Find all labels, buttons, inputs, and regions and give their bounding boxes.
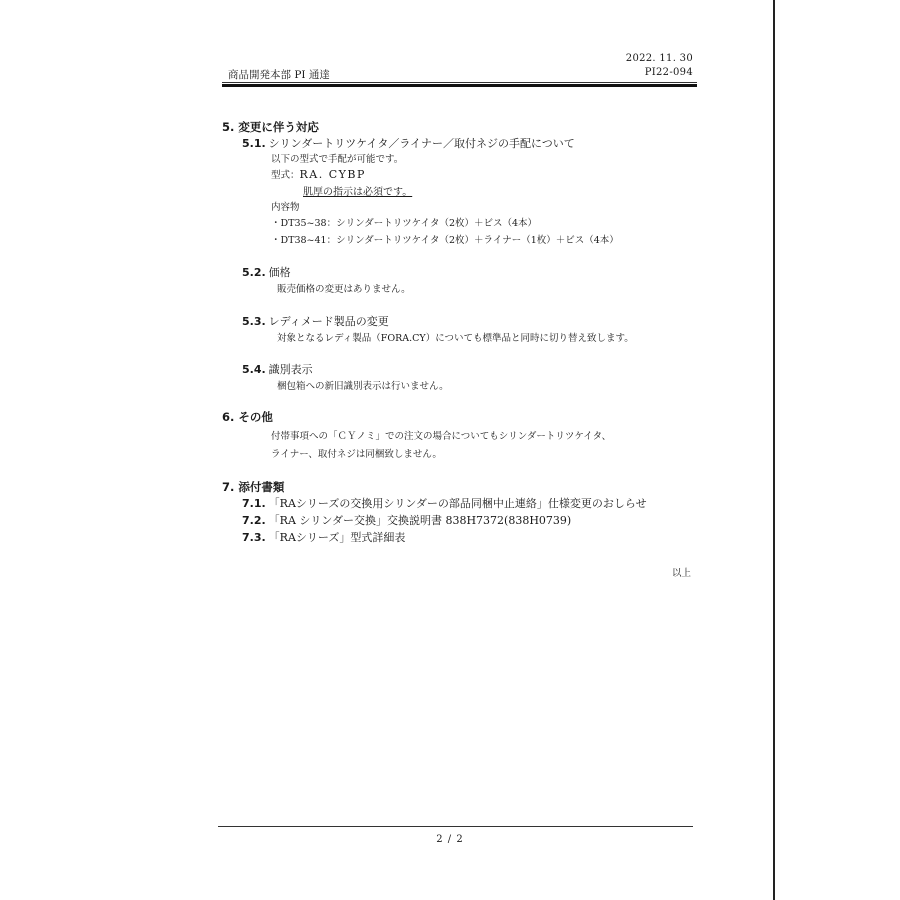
document-date: 2022. 11. 30 xyxy=(625,53,693,64)
model-line xyxy=(271,167,366,181)
model-value: RA. CYBP xyxy=(299,168,366,181)
section-number: 5.4. xyxy=(242,363,266,376)
section-6-heading: 6. その他 xyxy=(222,410,273,424)
section-number: 5.3. xyxy=(242,315,266,328)
attachment-number: 7.2. xyxy=(242,514,266,527)
model-label: 型式： xyxy=(271,170,300,181)
section-5-3-text: 対象となるレディ製品（FORA.CY）についても標準品と同時に切り替え致します。 xyxy=(277,333,634,344)
section-5-4-text: 梱包箱への新旧識別表示は行いません。 xyxy=(277,381,449,392)
header-rule-thin xyxy=(222,82,697,83)
department-title: 商品開発本部 PI 通達 xyxy=(228,69,330,81)
attachment-text: 「RAシリーズ」型式詳細表 xyxy=(268,531,406,544)
section-title: レディメード製品の変更 xyxy=(268,315,389,328)
section-5-3-heading xyxy=(242,313,389,329)
section-5-1-text: 以下の型式で手配が可能です。 xyxy=(271,154,404,165)
contents-item: ・DT35~38：シリンダートリツケイタ（2枚）＋ビス（4本） xyxy=(271,218,538,229)
contents-item: ・DT38~41：シリンダートリツケイタ（2枚）＋ライナー（1枚）＋ビス（4本） xyxy=(271,235,619,246)
section-title: 識別表示 xyxy=(268,363,313,376)
attachment-number: 7.1. xyxy=(242,497,266,510)
attachment-number: 7.3. xyxy=(242,531,266,544)
section-title: シリンダートリツケイタ／ライナー／取付ネジの手配について xyxy=(268,137,575,150)
contents-label: 内容物 xyxy=(271,202,300,213)
section-title: 価格 xyxy=(268,266,291,279)
header-rule-thick xyxy=(222,84,697,87)
section-number: 5.1. xyxy=(242,137,266,150)
attachment-text: 「RAシリーズの交換用シリンダーの部品同梱中止連絡」仕様変更のおしらせ xyxy=(268,497,647,510)
section-5-2-heading xyxy=(242,264,291,280)
document-number: PI22-094 xyxy=(644,67,693,78)
section-5-1-heading xyxy=(242,135,575,151)
section-number: 5.2. xyxy=(242,266,266,279)
section-5-4-heading xyxy=(242,361,313,377)
attachment-item xyxy=(242,495,647,511)
section-7-heading: 7. 添付書類 xyxy=(222,480,285,494)
section-6-text: ライナー、取付ネジは同梱致しません。 xyxy=(271,449,442,460)
footer-rule xyxy=(218,826,693,827)
attachment-item xyxy=(242,529,405,545)
attachment-text: 「RA シリンダー交換」交換説明書 838H7372(838H0739) xyxy=(268,514,572,527)
section-6-text: 付帯事項への「ＣＹノミ」での注文の場合についてもシリンダートリツケイタ、 xyxy=(271,431,612,442)
closing-mark: 以上 xyxy=(672,568,692,579)
attachment-item xyxy=(242,512,571,528)
thickness-note: 肌厚の指示は必須です。 xyxy=(303,187,413,198)
section-5-2-text: 販売価格の変更はありません。 xyxy=(277,284,411,295)
section-5-heading: 5. 変更に伴う対応 xyxy=(222,120,319,134)
scan-edge-line xyxy=(773,0,775,900)
page-number: 2 / 2 xyxy=(436,834,464,845)
